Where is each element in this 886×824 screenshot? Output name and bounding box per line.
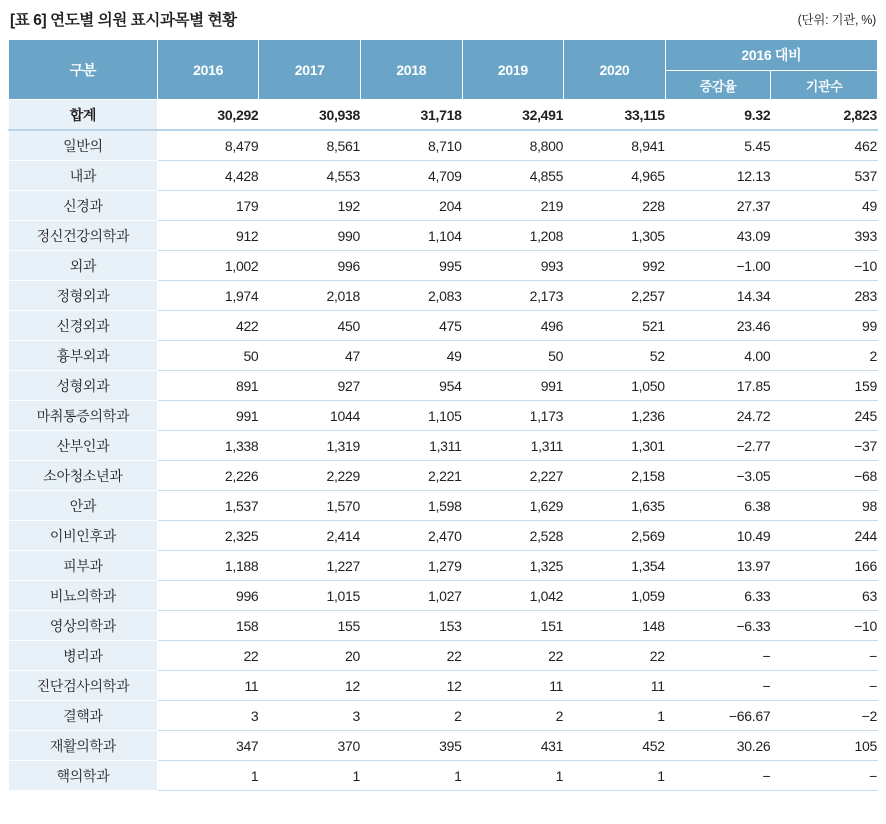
cell-value: 49 (361, 341, 463, 371)
cell-value: 22 (157, 641, 259, 671)
cell-value: 245 (771, 401, 878, 431)
cell-value: − (771, 671, 878, 701)
cell-value: 1,311 (462, 431, 564, 461)
cell-value: 431 (462, 731, 564, 761)
cell-value: −37 (771, 431, 878, 461)
cell-value: 1,635 (564, 491, 666, 521)
unit-note: (단위: 기관, %) (797, 13, 876, 27)
cell-value: 1 (361, 761, 463, 791)
cell-value: 5.45 (665, 130, 771, 161)
row-label: 핵의학과 (9, 761, 158, 791)
table-header (9, 40, 878, 100)
cell-value: − (665, 641, 771, 671)
cell-value: 1,537 (157, 491, 259, 521)
cell-value: 151 (462, 611, 564, 641)
cell-value: 2,823 (771, 100, 878, 131)
cell-value: 105 (771, 731, 878, 761)
table-row (9, 581, 878, 611)
cell-value: 4,855 (462, 161, 564, 191)
cell-value: 63 (771, 581, 878, 611)
cell-value: −6.33 (665, 611, 771, 641)
header-year-2019: 2019 (462, 40, 564, 100)
cell-value: 1,629 (462, 491, 564, 521)
cell-value: 1044 (259, 401, 361, 431)
cell-value: 1,002 (157, 251, 259, 281)
table-row (9, 100, 878, 131)
row-label: 외과 (9, 251, 158, 281)
row-label: 신경외과 (9, 311, 158, 341)
cell-value: 2,257 (564, 281, 666, 311)
table-row (9, 401, 878, 431)
cell-value: 1,208 (462, 221, 564, 251)
cell-value: 153 (361, 611, 463, 641)
cell-value: 4.00 (665, 341, 771, 371)
cell-value: 50 (462, 341, 564, 371)
row-label: 정신건강의학과 (9, 221, 158, 251)
row-label: 비뇨의학과 (9, 581, 158, 611)
cell-value: 1,105 (361, 401, 463, 431)
row-label: 일반의 (9, 130, 158, 161)
cell-value: 370 (259, 731, 361, 761)
cell-value: 1,104 (361, 221, 463, 251)
cell-value: 2,173 (462, 281, 564, 311)
cell-value: 1 (462, 761, 564, 791)
table-row (9, 551, 878, 581)
cell-value: 395 (361, 731, 463, 761)
cell-value: 13.97 (665, 551, 771, 581)
cell-value: 31,718 (361, 100, 463, 131)
cell-value: 8,941 (564, 130, 666, 161)
cell-value: 10.49 (665, 521, 771, 551)
cell-value: 927 (259, 371, 361, 401)
cell-value: 24.72 (665, 401, 771, 431)
cell-value: 283 (771, 281, 878, 311)
table-row (9, 611, 878, 641)
header-year-2016: 2016 (157, 40, 259, 100)
cell-value: 52 (564, 341, 666, 371)
cell-value: 1,305 (564, 221, 666, 251)
cell-value: 14.34 (665, 281, 771, 311)
cell-value: 30,938 (259, 100, 361, 131)
row-label: 이비인후과 (9, 521, 158, 551)
cell-value: 393 (771, 221, 878, 251)
table-row (9, 251, 878, 281)
cell-value: 993 (462, 251, 564, 281)
cell-value: 1,598 (361, 491, 463, 521)
cell-value: 50 (157, 341, 259, 371)
cell-value: 1,279 (361, 551, 463, 581)
cell-value: 30,292 (157, 100, 259, 131)
cell-value: 204 (361, 191, 463, 221)
row-label: 마취통증의학과 (9, 401, 158, 431)
cell-value: 1,059 (564, 581, 666, 611)
cell-value: 2,414 (259, 521, 361, 551)
table-row (9, 761, 878, 791)
table-row (9, 431, 878, 461)
row-label: 내과 (9, 161, 158, 191)
cell-value: 1,027 (361, 581, 463, 611)
table-row (9, 281, 878, 311)
cell-value: 22 (564, 641, 666, 671)
table-row (9, 130, 878, 161)
cell-value: −2.77 (665, 431, 771, 461)
cell-value: 991 (157, 401, 259, 431)
cell-value: 1,227 (259, 551, 361, 581)
cell-value: 1,325 (462, 551, 564, 581)
cell-value: 2 (771, 341, 878, 371)
cell-value: 9.32 (665, 100, 771, 131)
cell-value: 159 (771, 371, 878, 401)
cell-value: 995 (361, 251, 463, 281)
cell-value: 1,974 (157, 281, 259, 311)
cell-value: 1,338 (157, 431, 259, 461)
cell-value: 2 (361, 701, 463, 731)
cell-value: 4,965 (564, 161, 666, 191)
cell-value: 3 (157, 701, 259, 731)
cell-value: 1,050 (564, 371, 666, 401)
cell-value: 2,226 (157, 461, 259, 491)
header-year-2020: 2020 (564, 40, 666, 100)
cell-value: 990 (259, 221, 361, 251)
cell-value: 6.33 (665, 581, 771, 611)
cell-value: 1,173 (462, 401, 564, 431)
cell-value: 12 (361, 671, 463, 701)
cell-value: − (665, 671, 771, 701)
cell-value: −3.05 (665, 461, 771, 491)
cell-value: 1,319 (259, 431, 361, 461)
cell-value: −2 (771, 701, 878, 731)
header-compare-group: 2016 대비 (665, 40, 877, 71)
cell-value: 22 (361, 641, 463, 671)
cell-value: 244 (771, 521, 878, 551)
cell-value: 8,800 (462, 130, 564, 161)
cell-value: 891 (157, 371, 259, 401)
cell-value: 11 (462, 671, 564, 701)
table-row (9, 701, 878, 731)
cell-value: 12 (259, 671, 361, 701)
cell-value: 475 (361, 311, 463, 341)
cell-value: 2,528 (462, 521, 564, 551)
table-caption: [표 6] 연도별 의원 표시과목별 현황 (10, 12, 237, 29)
cell-value: 1 (259, 761, 361, 791)
table-row (9, 191, 878, 221)
cell-value: 954 (361, 371, 463, 401)
table-row (9, 341, 878, 371)
cell-value: 99 (771, 311, 878, 341)
cell-value: 2,227 (462, 461, 564, 491)
cell-value: 8,710 (361, 130, 463, 161)
row-label: 결핵과 (9, 701, 158, 731)
cell-value: 22 (462, 641, 564, 671)
cell-value: 1 (564, 761, 666, 791)
table-row (9, 311, 878, 341)
cell-value: 450 (259, 311, 361, 341)
cell-value: 2,083 (361, 281, 463, 311)
header-year-2018: 2018 (361, 40, 463, 100)
table-row (9, 461, 878, 491)
header-label-col: 구분 (9, 40, 158, 100)
table-row (9, 671, 878, 701)
row-label: 안과 (9, 491, 158, 521)
cell-value: −10 (771, 251, 878, 281)
cell-value: −68 (771, 461, 878, 491)
cell-value: 4,553 (259, 161, 361, 191)
cell-value: 462 (771, 130, 878, 161)
cell-value: 1,570 (259, 491, 361, 521)
cell-value: 2 (462, 701, 564, 731)
cell-value: 49 (771, 191, 878, 221)
cell-value: 47 (259, 341, 361, 371)
table-row (9, 731, 878, 761)
cell-value: 219 (462, 191, 564, 221)
table-row (9, 221, 878, 251)
cell-value: 11 (157, 671, 259, 701)
table-body (9, 100, 878, 791)
cell-value: 32,491 (462, 100, 564, 131)
caption-row (8, 8, 878, 39)
cell-value: 11 (564, 671, 666, 701)
statistics-table (8, 39, 878, 791)
header-year-2017: 2017 (259, 40, 361, 100)
row-label: 산부인과 (9, 431, 158, 461)
cell-value: 1,015 (259, 581, 361, 611)
cell-value: 992 (564, 251, 666, 281)
cell-value: 12.13 (665, 161, 771, 191)
cell-value: 1,042 (462, 581, 564, 611)
header-compare-rate: 증감율 (665, 71, 771, 100)
cell-value: 1,188 (157, 551, 259, 581)
cell-value: 422 (157, 311, 259, 341)
cell-value: 1,301 (564, 431, 666, 461)
cell-value: 996 (157, 581, 259, 611)
cell-value: −66.67 (665, 701, 771, 731)
cell-value: 1 (564, 701, 666, 731)
cell-value: 98 (771, 491, 878, 521)
cell-value: 30.26 (665, 731, 771, 761)
cell-value: 23.46 (665, 311, 771, 341)
cell-value: − (771, 761, 878, 791)
row-label: 병리과 (9, 641, 158, 671)
cell-value: 347 (157, 731, 259, 761)
row-label: 정형외과 (9, 281, 158, 311)
cell-value: 537 (771, 161, 878, 191)
cell-value: 228 (564, 191, 666, 221)
cell-value: 2,569 (564, 521, 666, 551)
cell-value: −10 (771, 611, 878, 641)
table-row (9, 371, 878, 401)
cell-value: 521 (564, 311, 666, 341)
cell-value: 912 (157, 221, 259, 251)
table-row (9, 161, 878, 191)
cell-value: 452 (564, 731, 666, 761)
cell-value: 2,470 (361, 521, 463, 551)
row-label: 성형외과 (9, 371, 158, 401)
cell-value: 155 (259, 611, 361, 641)
cell-value: −1.00 (665, 251, 771, 281)
cell-value: 496 (462, 311, 564, 341)
table-row (9, 641, 878, 671)
table-row (9, 491, 878, 521)
row-label: 신경과 (9, 191, 158, 221)
cell-value: 27.37 (665, 191, 771, 221)
cell-value: 1,354 (564, 551, 666, 581)
cell-value: 4,428 (157, 161, 259, 191)
cell-value: 17.85 (665, 371, 771, 401)
row-label: 진단검사의학과 (9, 671, 158, 701)
cell-value: 3 (259, 701, 361, 731)
row-label: 흉부외과 (9, 341, 158, 371)
cell-value: 1 (157, 761, 259, 791)
cell-value: 996 (259, 251, 361, 281)
row-label: 피부과 (9, 551, 158, 581)
row-label: 영상의학과 (9, 611, 158, 641)
cell-value: 1,236 (564, 401, 666, 431)
cell-value: 179 (157, 191, 259, 221)
cell-value: 1,311 (361, 431, 463, 461)
table-row (9, 521, 878, 551)
cell-value: 2,018 (259, 281, 361, 311)
cell-value: 148 (564, 611, 666, 641)
row-label: 재활의학과 (9, 731, 158, 761)
cell-value: 8,561 (259, 130, 361, 161)
cell-value: 2,158 (564, 461, 666, 491)
cell-value: 991 (462, 371, 564, 401)
cell-value: 2,325 (157, 521, 259, 551)
cell-value: − (665, 761, 771, 791)
row-label: 합계 (9, 100, 158, 131)
cell-value: 20 (259, 641, 361, 671)
header-compare-count: 기관수 (771, 71, 878, 100)
cell-value: 8,479 (157, 130, 259, 161)
cell-value: 2,229 (259, 461, 361, 491)
cell-value: − (771, 641, 878, 671)
row-label: 소아청소년과 (9, 461, 158, 491)
cell-value: 33,115 (564, 100, 666, 131)
cell-value: 158 (157, 611, 259, 641)
cell-value: 192 (259, 191, 361, 221)
cell-value: 6.38 (665, 491, 771, 521)
cell-value: 43.09 (665, 221, 771, 251)
cell-value: 166 (771, 551, 878, 581)
cell-value: 4,709 (361, 161, 463, 191)
cell-value: 2,221 (361, 461, 463, 491)
